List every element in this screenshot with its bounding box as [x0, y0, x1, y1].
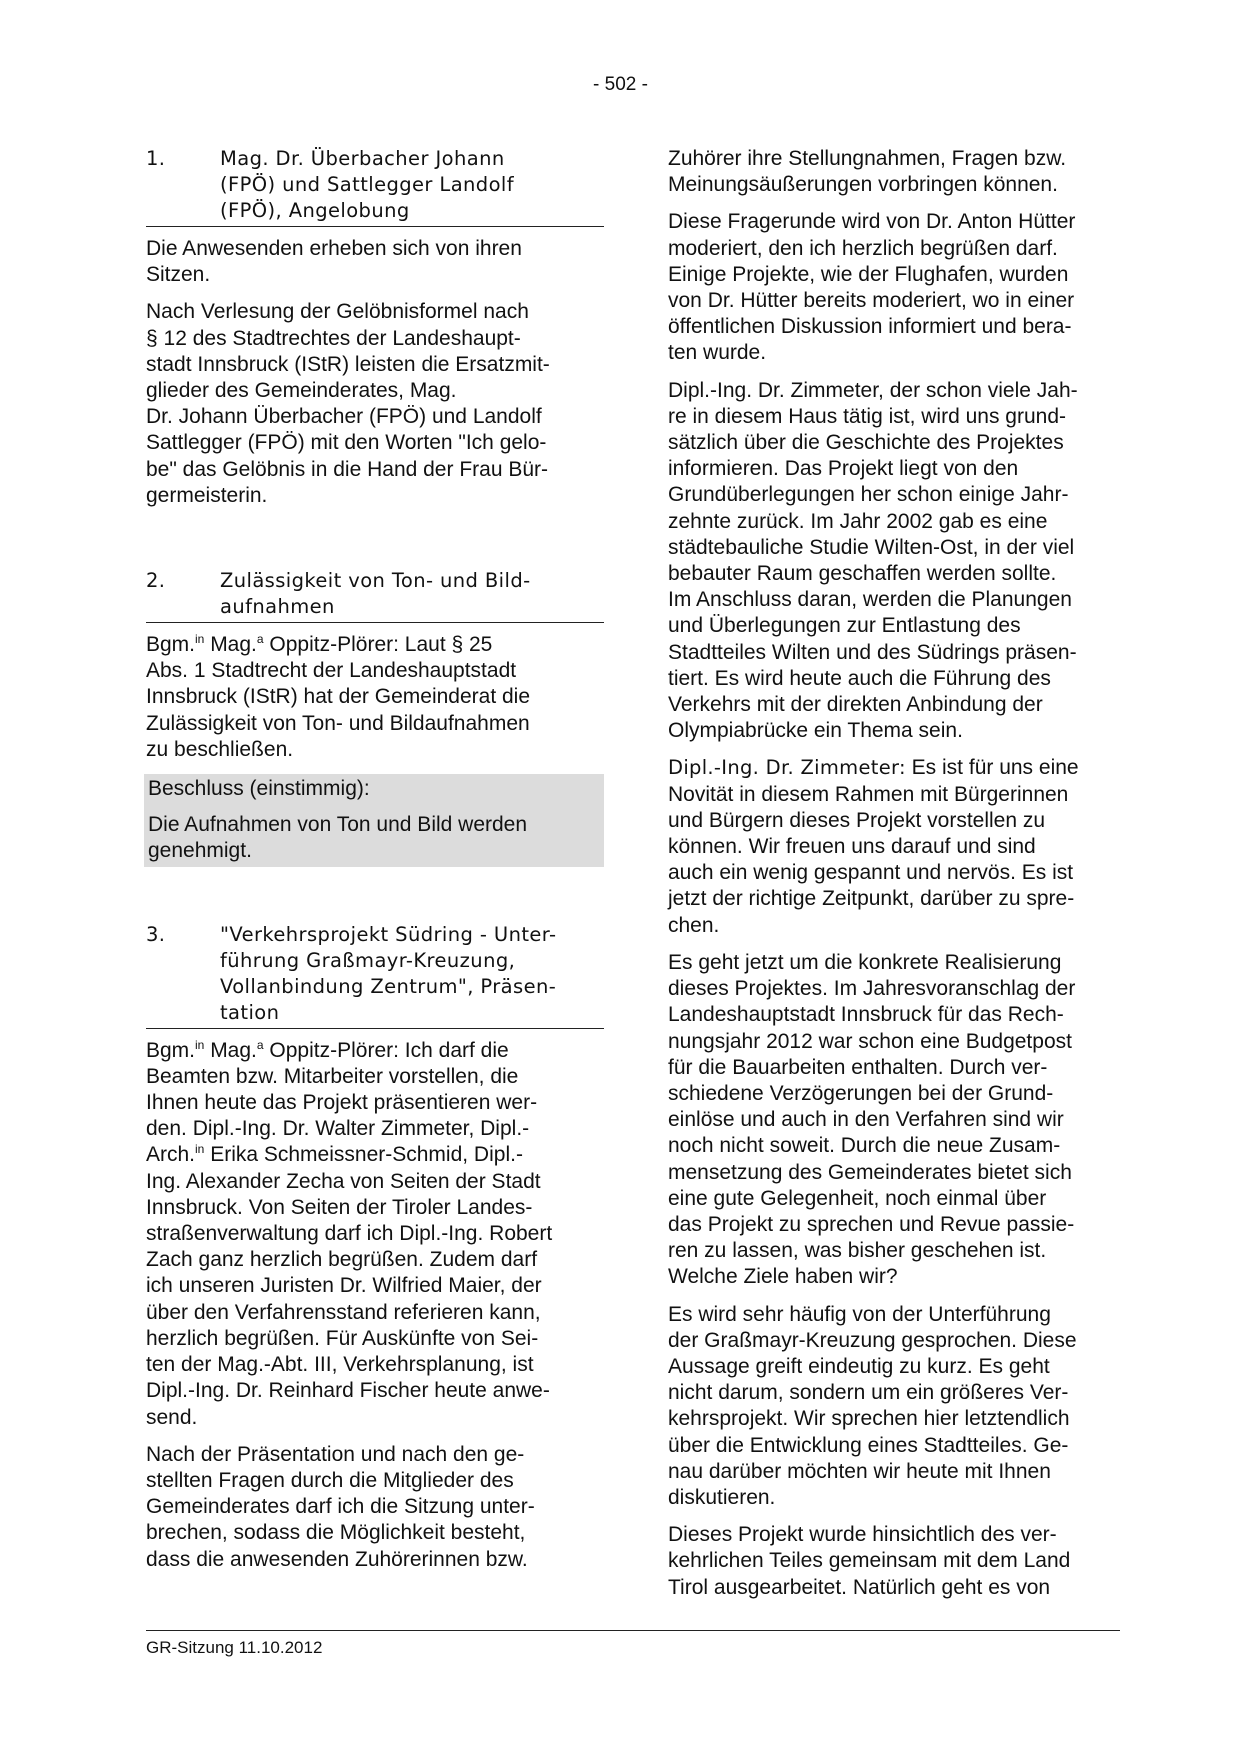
speaker-name: Dipl.-Ing. Dr. Zimmeter: [668, 756, 906, 780]
agenda-item-3-heading [146, 922, 604, 1029]
text-line: Dipl.-Ing. Dr. Zimmeter, der schon viele Jah- [668, 378, 1078, 402]
text-line: und Überlegungen zur Entlastung des [668, 614, 1021, 638]
text-line: Es ist für uns eine [905, 756, 1079, 780]
text-line: be" das Gelöbnis in die Hand der Frau Bür- [146, 457, 549, 481]
text-line: re in diesem Haus tätig ist, wird uns grund- [668, 404, 1067, 428]
text-line: über die Entwicklung eines Stadtteiles. Ge- [668, 1433, 1069, 1457]
title-line: Mag. Dr. Überbacher Johann [220, 147, 505, 170]
text-line: bebauter Raum geschaffen werden sollte. [668, 562, 1057, 586]
text-line: Novität in diesem Rahmen mit Bürgerinnen [668, 782, 1069, 806]
agenda-item-title [220, 922, 604, 1026]
agenda-item-title [220, 568, 604, 620]
text-line: das Projekt zu sprechen und Revue passie- [668, 1212, 1075, 1236]
text-line: Dieses Projekt wurde hinsichtlich des ver- [668, 1523, 1057, 1547]
text-line: stellten Fragen durch die Mitglieder des [146, 1468, 514, 1492]
text-line: Laut § 25 [398, 633, 493, 657]
paragraph [146, 1442, 604, 1573]
text-line: glieder des Gemeinderates, Mag. [146, 379, 457, 403]
text-line: Stadtteiles Wilten und des Südrings präsen- [668, 640, 1077, 664]
text-line: nungsjahr 2012 war schon eine Budgetpost [668, 1029, 1072, 1053]
text-line: brechen, sodass die Möglichkeit besteht, [146, 1521, 526, 1545]
text-line: Meinungsäußerungen vorbringen können. [668, 173, 1058, 197]
text-line: und Bürgern dieses Projekt vorstellen zu [668, 808, 1046, 832]
text-line: auch ein wenig gespannt und nervös. Es ist [668, 861, 1074, 885]
text-line: einlöse und auch in den Verfahren sind wir [668, 1108, 1064, 1132]
speaker-name: Bgm.$^{in}$ Mag.$^a$ Oppitz-Plörer: [146, 632, 399, 657]
paragraph [668, 755, 1126, 938]
text-line: ren zu lassen, was bisher geschehen ist. [668, 1239, 1047, 1263]
text-line: Sitzen. [146, 263, 211, 287]
text-line: Aussage greift eindeutig zu kurz. Es geht [668, 1354, 1050, 1378]
text-line: für die Bauarbeiten enthalten. Durch ver- [668, 1055, 1048, 1079]
text-line: Dipl.-Ing. Dr. Reinhard Fischer heute anwe- [146, 1379, 550, 1403]
text-line: Es geht jetzt um die konkrete Realisierung [668, 950, 1062, 974]
agenda-item-number: 2. [146, 569, 166, 593]
agenda-item-1-heading [146, 146, 604, 227]
text-line: Grundüberlegungen her schon einige Jahr- [668, 483, 1069, 507]
text-line: eine gute Gelegenheit, noch einmal über [668, 1186, 1047, 1210]
text-line: Tirol ausgearbeitet. Natürlich geht es von [668, 1575, 1051, 1599]
text-line: Ich darf die [398, 1038, 509, 1062]
paragraph [668, 1302, 1126, 1512]
paragraph [668, 209, 1126, 366]
text-line: Innsbruck (IStR) hat der Gemeinderat die [146, 685, 531, 709]
text-line: der Graßmayr-Kreuzung gesprochen. Diese [668, 1328, 1077, 1352]
text-line: send. [146, 1405, 198, 1429]
text-line: öffentlichen Diskussion informiert und bera- [668, 315, 1072, 339]
text-line: von Dr. Hütter bereits moderiert, wo in einer [668, 289, 1075, 313]
text-line: ten wurde. [668, 341, 767, 365]
footer-divider [146, 1630, 1120, 1631]
text-line: genehmigt. [148, 839, 252, 863]
agenda-item-number: 3. [146, 922, 166, 946]
text-line: zehnte zurück. Im Jahr 2002 gab es eine [668, 509, 1048, 533]
paragraph [146, 632, 604, 763]
text-line: tiert. Es wird heute auch die Führung des [668, 666, 1051, 690]
paragraph [668, 146, 1126, 198]
paragraph [668, 950, 1126, 1291]
text-line: Zuhörer ihre Stellungnahmen, Fragen bzw. [668, 147, 1067, 170]
text-line: germeisterin. [146, 483, 268, 507]
text-line: chen. [668, 913, 720, 937]
text-line: stadt Innsbruck (IStR) leisten die Ersatzmit- [146, 352, 550, 376]
agenda-item-number: 1. [146, 147, 166, 170]
text-line: Nach der Präsentation und nach den ge- [146, 1442, 525, 1466]
text-line: zu beschließen. [146, 737, 294, 761]
text-line: Zach ganz herzlich begrüßen. Zudem darf [146, 1248, 538, 1272]
page-number: - 502 - [593, 74, 648, 95]
text-line: noch nicht soweit. Durch die neue Zusam- [668, 1134, 1061, 1158]
text-line: Welche Ziele haben wir? [668, 1265, 898, 1289]
title-line: "Verkehrsprojekt Südring - Unter- [220, 922, 557, 946]
text-line: informieren. Das Projekt liegt von den [668, 457, 1019, 481]
text-line: über den Verfahrensstand referieren kann, [146, 1300, 541, 1324]
text-line: städtebauliche Studie Wilten-Ost, in der viel [668, 535, 1075, 559]
paragraph [146, 299, 604, 509]
left-column [146, 146, 604, 1584]
text-line: Zulässigkeit von Ton- und Bildaufnahmen [146, 711, 530, 735]
title-line: führung Graßmayr-Kreuzung, [220, 948, 516, 972]
title-line: aufnahmen [220, 595, 335, 619]
title-line: Zulässigkeit von Ton- und Bild- [220, 569, 531, 593]
text-line: straßenverwaltung darf ich Dipl.-Ing. Robert [146, 1222, 553, 1246]
text-line: Einige Projekte, wie der Flughafen, wurden [668, 262, 1069, 286]
text-line: Verkehrs mit der direkten Anbindung der [668, 693, 1043, 717]
title-line: (FPÖ) und Sattlegger Landolf [220, 173, 514, 196]
text-line: können. Wir freuen uns darauf und sind [668, 835, 1036, 859]
decision-label: Beschluss (einstimmig): [148, 777, 370, 801]
text-line: schiedene Verzögerungen bei der Grund- [668, 1081, 1054, 1105]
paragraph [668, 1522, 1126, 1601]
text-line: kehrsprojekt. Wir sprechen hier letztendlich [668, 1407, 1070, 1431]
text-line: Arch.$^{in}$ Erika Schmeissner-Schmid, Dipl.- [146, 1142, 523, 1167]
decision-box [144, 774, 604, 867]
text-line: sätzlich über die Geschichte des Projektes [668, 431, 1064, 455]
text-line: Landeshauptstadt Innsbruck für das Rech- [668, 1003, 1064, 1027]
agenda-item-title [220, 146, 604, 224]
text-line: Abs. 1 Stadtrecht der Landeshauptstadt [146, 659, 517, 683]
text-line: diskutieren. [668, 1485, 776, 1509]
text-line: Sattlegger (FPÖ) mit den Worten "Ich gelo- [146, 431, 547, 455]
text-line: § 12 des Stadtrechtes der Landeshaupt- [146, 326, 521, 350]
text-line: Nach Verlesung der Gelöbnisformel nach [146, 300, 529, 324]
right-column [668, 146, 1126, 1612]
text-line: moderiert, den ich herzlich begrüßen darf. [668, 236, 1058, 260]
text-line: mensetzung des Gemeinderates bietet sich [668, 1160, 1072, 1184]
title-line: (FPÖ), Angelobung [220, 199, 410, 222]
text-line: Im Anschluss daran, werden die Planungen [668, 588, 1072, 612]
paragraph [668, 378, 1126, 745]
agenda-item-2-heading [146, 568, 604, 623]
decision-text [148, 812, 600, 864]
text-line: Diese Fragerunde wird von Dr. Anton Hütter [668, 210, 1076, 234]
text-line: nicht darum, sondern um ein größeres Ver- [668, 1381, 1069, 1405]
text-line: dieses Projektes. Im Jahresvoranschlag der [668, 977, 1076, 1001]
paragraph [146, 1038, 604, 1431]
speaker-name: Bgm.$^{in}$ Mag.$^a$ Oppitz-Plörer: [146, 1037, 399, 1062]
text-line: Ing. Alexander Zecha von Seiten der Stadt [146, 1169, 541, 1193]
text-line: Ihnen heute das Projekt präsentieren wer- [146, 1091, 538, 1115]
text-line: den. Dipl.-Ing. Dr. Walter Zimmeter, Dipl.- [146, 1117, 530, 1141]
text-line: Dr. Johann Überbacher (FPÖ) und Landolf [146, 405, 542, 429]
text-line: herzlich begrüßen. Für Auskünfte von Sei- [146, 1326, 539, 1350]
text-line: Olympiabrücke ein Thema sein. [668, 719, 963, 743]
text-line: Die Anwesenden erheben sich von ihren [146, 237, 522, 260]
text-line: Die Aufnahmen von Ton und Bild werden [148, 813, 528, 837]
title-line: tation [220, 1000, 280, 1024]
text-line: ich unseren Juristen Dr. Wilfried Maier, der [146, 1274, 542, 1298]
text-line: dass die anwesenden Zuhörerinnen bzw. [146, 1547, 528, 1571]
text-line: kehrlichen Teiles gemeinsam mit dem Land [668, 1549, 1071, 1573]
text-line: Beamten bzw. Mitarbeiter vorstellen, die [146, 1064, 519, 1088]
title-line: Vollanbindung Zentrum", Präsen- [220, 974, 557, 998]
text-line: jetzt der richtige Zeitpunkt, darüber zu spre- [668, 887, 1075, 911]
text-line: ten der Mag.-Abt. III, Verkehrsplanung, ist [146, 1353, 534, 1377]
text-line: Innsbruck. Von Seiten der Tiroler Landes- [146, 1195, 533, 1219]
text-line: Gemeinderates darf ich die Sitzung unter- [146, 1495, 535, 1519]
text-line: Es wird sehr häufig von der Unterführung [668, 1302, 1051, 1326]
paragraph [146, 236, 604, 288]
footer-text: GR-Sitzung 11.10.2012 [146, 1638, 323, 1657]
text-line: nau darüber möchten wir heute mit Ihnen [668, 1459, 1051, 1483]
